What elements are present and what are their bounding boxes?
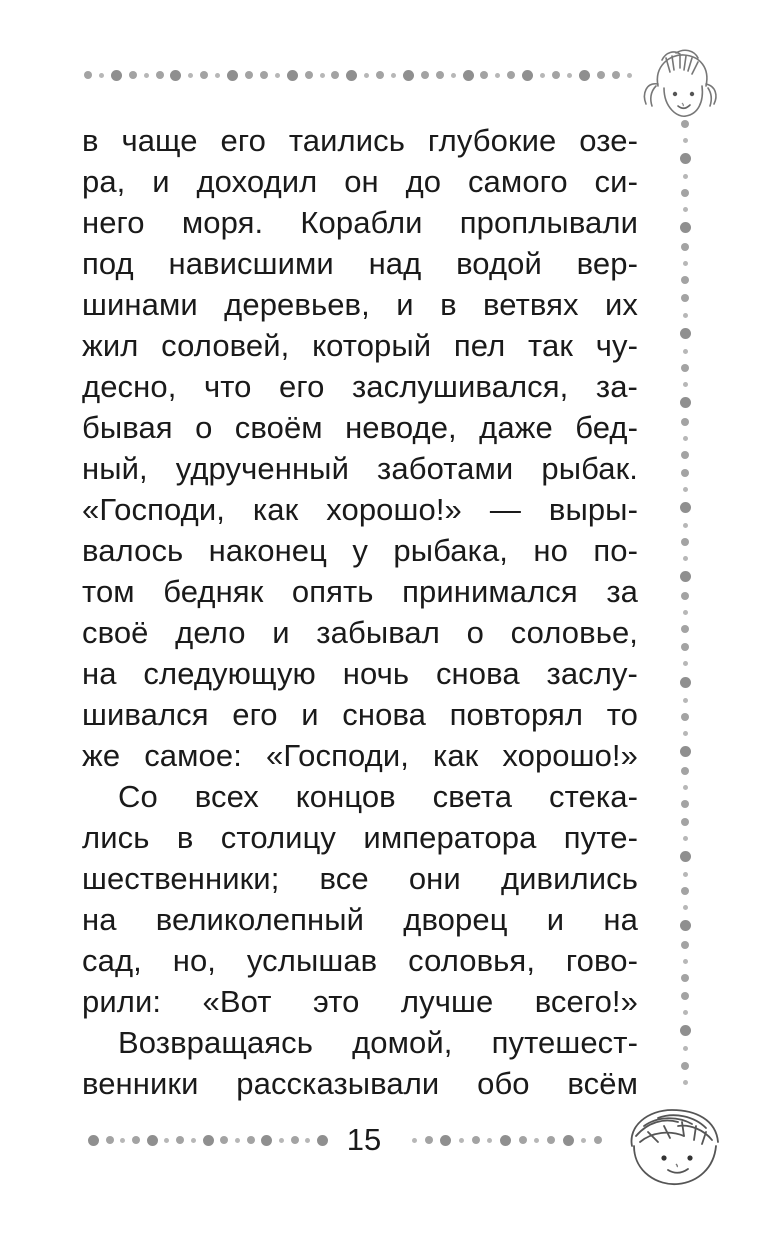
border-dot [683,836,688,841]
border-dot [681,592,689,600]
border-dot [680,328,691,339]
border-dot [681,418,689,426]
text-line: своё дело и забывал о соловье, [82,615,638,650]
border-dot [164,1138,169,1143]
border-dot [320,73,325,78]
border-dot [681,800,689,808]
border-dot [215,73,220,78]
border-dot [612,71,620,79]
border-dot [188,73,193,78]
border-dot [683,487,688,492]
border-dot [156,71,164,79]
border-dot [683,1046,688,1051]
border-dot [120,1138,125,1143]
border-dot [247,1136,255,1144]
text-line: шинами деревьев, и в ветвях их [82,287,638,322]
border-dot [683,610,688,615]
border-dot [540,73,545,78]
border-dot [84,71,92,79]
border-dot [463,70,474,81]
border-dot [681,1062,689,1070]
border-dot [279,1138,284,1143]
border-dot [683,261,688,266]
text-line: валось наконец у рыбака, но по- [82,533,638,568]
text-line: бывая о своём неводе, даже бед- [82,410,638,445]
border-dot [681,469,689,477]
border-dot [683,382,688,387]
border-dot [680,397,691,408]
border-dot [683,661,688,666]
text-line: шивался его и снова повторял то [82,697,638,732]
border-dot [305,71,313,79]
border-dot [364,73,369,78]
border-dot [317,1135,328,1146]
border-dot [683,1010,688,1015]
border-dot [680,1025,691,1036]
border-dot [681,818,689,826]
text-line: «Господи, как хорошо!» — выры- [82,492,638,527]
border-dot [680,153,691,164]
page-number: 15 [346,1122,382,1157]
border-dot [519,1136,527,1144]
text-line: на следующую ночь снова заслу- [82,656,638,691]
border-dot [683,731,688,736]
border-dot [88,1135,99,1146]
boy-face-icon [618,1102,730,1192]
border-dot [681,189,689,197]
border-dot [680,677,691,688]
border-dot [681,887,689,895]
border-dot [331,71,339,79]
text-line: на великолепный дворец и на [82,902,638,937]
border-dot [683,785,688,790]
text-line: венники рассказывали обо всём [82,1066,638,1101]
border-dot [459,1138,464,1143]
border-dot [191,1138,196,1143]
border-dot [594,1136,602,1144]
border-dot [681,625,689,633]
border-dot [597,71,605,79]
border-dot [260,71,268,79]
book-text [82,120,638,1104]
border-dot [403,70,414,81]
border-dot [683,905,688,910]
border-dot [227,70,238,81]
border-dot [436,71,444,79]
border-dot [680,746,691,757]
border-dot [681,941,689,949]
text-line: десно, что его заслушивался, за- [82,369,638,404]
border-dot [681,974,689,982]
text-line: том бедняк опять принимался за [82,574,638,609]
border-dot [391,73,396,78]
border-dot [376,71,384,79]
border-dot [421,71,429,79]
girl-face-icon [636,46,722,122]
border-dot [683,174,688,179]
text-line: же самое: «Господи, как хорошо!» [82,738,638,773]
border-dot [680,571,691,582]
text-line: в чаще его таились глубокие озе- [82,123,638,158]
border-dot [245,71,253,79]
border-dot [305,1138,310,1143]
border-dot [170,70,181,81]
border-dot [563,1135,574,1146]
text-line: жил соловей, который пел так чу- [82,328,638,363]
border-dot [220,1136,228,1144]
border-dot [552,71,560,79]
text-line: Возвращаясь домой, путешест- [118,1025,638,1060]
border-dot [681,276,689,284]
border-dot [176,1136,184,1144]
border-dot [681,451,689,459]
border-dot [235,1138,240,1143]
border-dot [534,1138,539,1143]
text-line: Со всех концов света стека- [118,779,638,814]
border-dot [522,70,533,81]
border-dot [683,872,688,877]
border-dot [683,349,688,354]
border-dot [681,364,689,372]
border-dot [129,71,137,79]
border-dot [680,222,691,233]
text-line: сад, но, услышав соловья, гово- [82,943,638,978]
border-dot [495,73,500,78]
border-dot [132,1136,140,1144]
border-dot [451,73,456,78]
bottom-left-dotted-border [88,1132,328,1148]
border-dot [287,70,298,81]
border-dot [681,713,689,721]
border-dot [683,698,688,703]
border-dot [683,313,688,318]
border-dot [681,992,689,1000]
border-dot [683,556,688,561]
border-dot [683,1080,688,1085]
top-dotted-border [84,67,632,83]
border-dot [567,73,572,78]
border-dot [480,71,488,79]
border-dot [147,1135,158,1146]
border-dot [261,1135,272,1146]
border-dot [681,643,689,651]
border-dot [425,1136,433,1144]
border-dot [412,1138,417,1143]
border-dot [500,1135,511,1146]
border-dot [440,1135,451,1146]
border-dot [472,1136,480,1144]
border-dot [106,1136,114,1144]
right-dotted-border [678,120,692,1085]
border-dot [683,523,688,528]
text-line: ра, и доходил он до самого си- [82,164,638,199]
text-line: него моря. Корабли проплывали [82,205,638,240]
border-dot [681,294,689,302]
border-dot [683,207,688,212]
text-line: рили: «Вот это лучше всего!» [82,984,638,1019]
border-dot [627,73,632,78]
border-dot [547,1136,555,1144]
border-dot [681,538,689,546]
border-dot [487,1138,492,1143]
border-dot [581,1138,586,1143]
border-dot [683,138,688,143]
border-dot [111,70,122,81]
border-dot [200,71,208,79]
text-line: под нависшими над водой вер- [82,246,638,281]
text-line: ный, удрученный заботами рыбак. [82,451,638,486]
text-line: лись в столицу императора путе- [82,820,638,855]
border-dot [99,73,104,78]
border-dot [683,436,688,441]
border-dot [680,920,691,931]
border-dot [346,70,357,81]
border-dot [275,73,280,78]
border-dot [681,243,689,251]
border-dot [579,70,590,81]
bottom-right-dotted-border [412,1132,602,1148]
border-dot [681,767,689,775]
border-dot [291,1136,299,1144]
border-dot [144,73,149,78]
border-dot [680,851,691,862]
border-dot [507,71,515,79]
border-dot [203,1135,214,1146]
border-dot [680,502,691,513]
border-dot [683,959,688,964]
text-line: шественники; все они дивились [82,861,638,896]
